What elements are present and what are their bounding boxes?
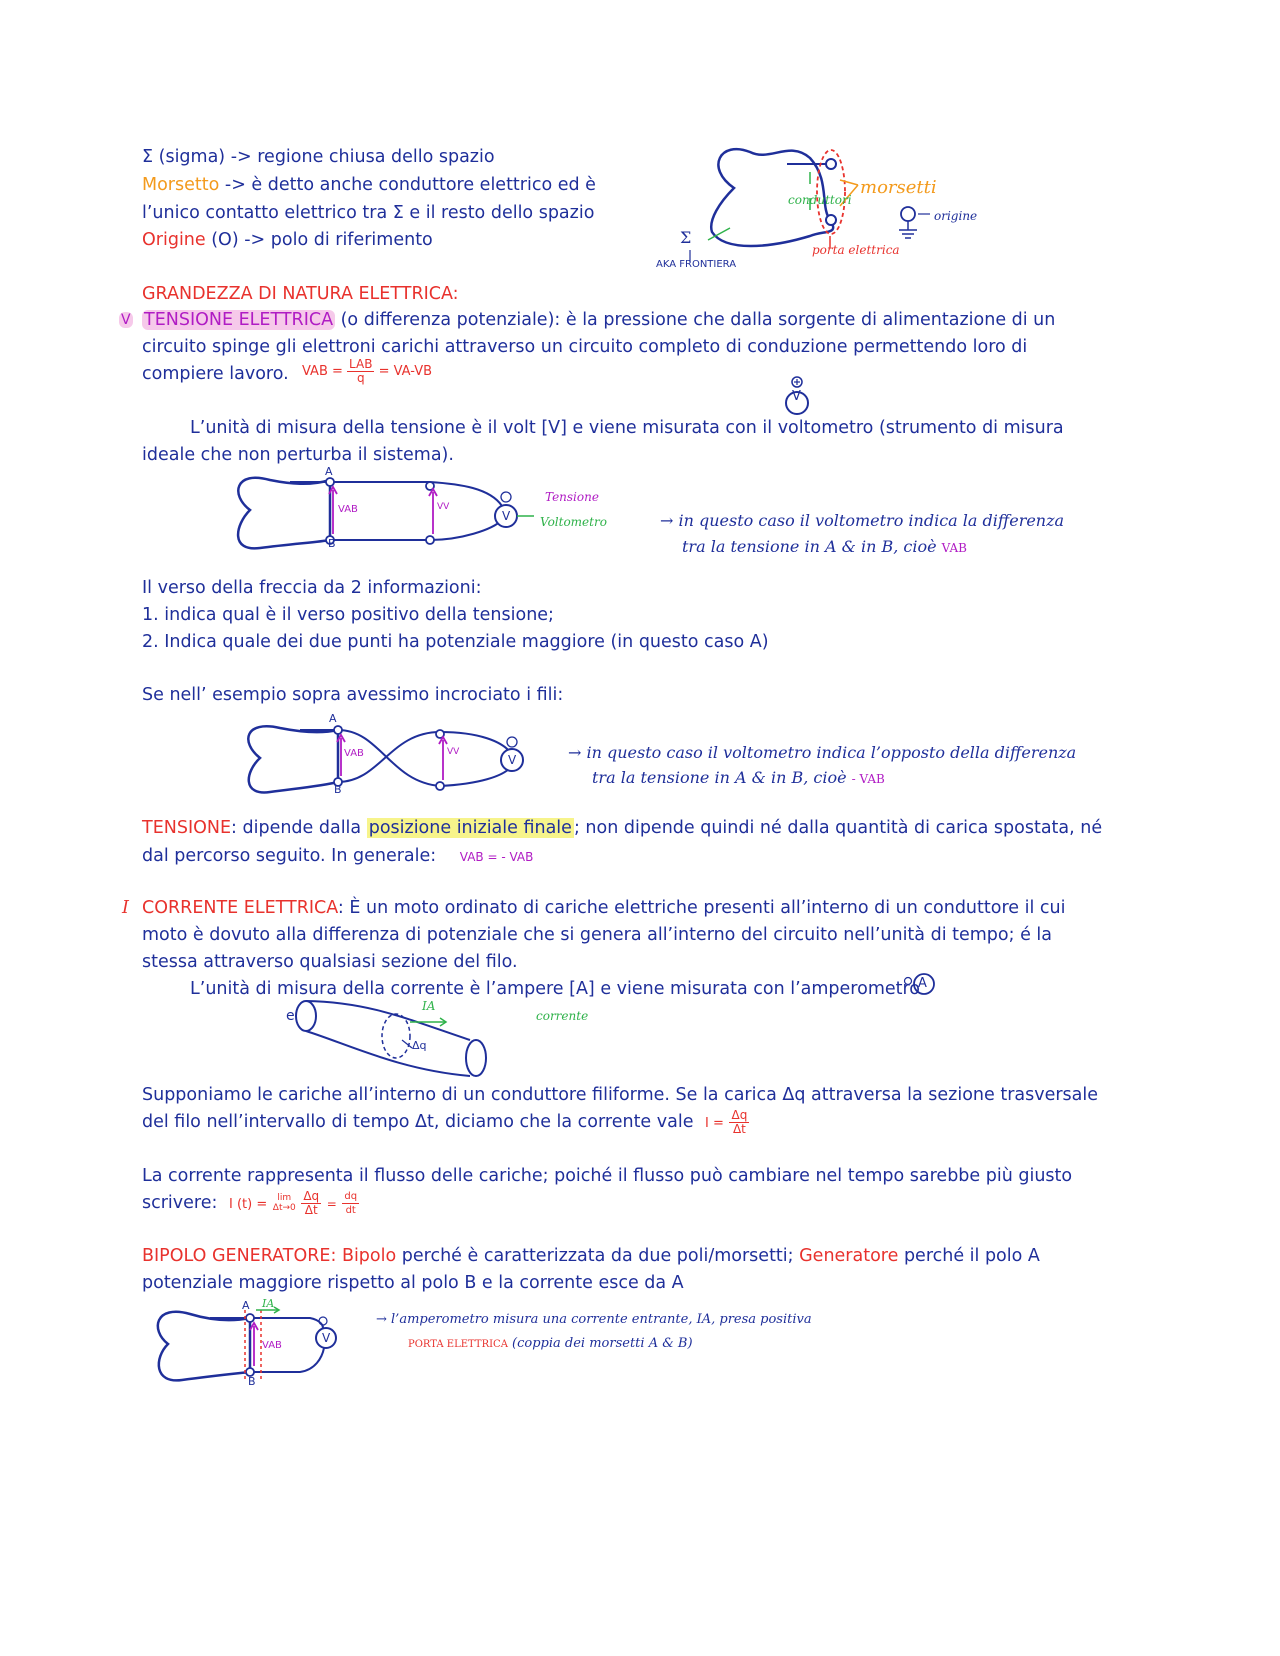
tensione-definition-line2: circuito spinge gli elettroni carichi attraverso un circuito completo di conduzione permettendo loro di [142,337,1028,357]
freccia-item-1: 1. indica qual è il verso positivo della tensione; [142,605,554,625]
diagram3-vv-label: VV [447,747,460,757]
corrente-definition-line3: stessa attraverso qualsiasi sezione del filo. [142,952,518,972]
grandezza-heading: GRANDEZZA DI NATURA ELETTRICA: [142,284,459,304]
origine-definition: Origine (O) -> polo di riferimento [142,230,433,250]
tensione-definition-line3: compiere lavoro. [142,364,289,384]
crossed-wires-diagram [240,720,530,800]
diagram2-vab-label: VAB [338,504,358,515]
volt-unit-line1: L’unità di misura della tensione è il volt [V] e viene misurata con il voltometro (strumento di misura [190,418,1064,438]
porta-elettrica-label: porta elettrica [812,243,900,257]
corrente-marker: I [122,898,129,918]
aka-frontiera-label: AKA FRONTIERA [656,259,737,270]
freccia-item-2: 2. Indica quale dei due punti ha potenziale maggiore (in questo caso A) [142,632,769,652]
diagram2-label-b: B [328,537,336,550]
diagram3-note-line1: → in questo caso il voltometro indica l’opposto della differenza [568,743,1077,762]
sigma-symbol: Σ [680,228,692,247]
origine-label: origine [934,209,978,223]
bipolo-definition: BIPOLO GENERATORE: Bipolo perché è caratterizzata da due poli/morsetti; Generatore perché il polo A [142,1246,1040,1266]
bipolo-note-line1: → l’amperometro misura una corrente entrante, IA, presa positiva [376,1312,812,1327]
diagram3-meter-letter: V [508,753,517,767]
diagram3-note-line2: tra la tensione in A & in B, cioè - VAB [592,768,885,787]
diagram2-vv-label: VV [437,502,450,512]
tensione-rule: TENSIONE: dipende dalla posizione iniziale finale ; non dipende quindi né dalla quantità di carica spostata, né [142,818,1103,838]
tensione-marker: V [121,312,131,328]
conduttori-label: conduttori [788,193,852,207]
voltometro-label: Voltometro [540,515,607,529]
flusso-formula: I (t) = lim Δt→0 $\frac{\Delta q}{\Delta t}$ = $\frac{dq}{dt}$ [228,1188,358,1217]
voltmeter-circuit-diagram [230,470,530,560]
supponiamo-line2: del filo nell’intervallo di tempo Δt, diciamo che la corrente vale I = $\frac{\Delta q}{\Delta t}$ [142,1107,748,1136]
delta-q-label: Δq [412,1039,427,1052]
current-formula: I = $\frac{\Delta q}{\Delta t}$ [705,1107,748,1136]
morsetto-definition-line2: l’unico contatto elettrico tra Σ e il resto dello spazio [142,203,595,223]
tensione-definition: TENSIONE ELETTRICA (o differenza potenziale): è la pressione che dalla sorgente di alimentazione di un [144,310,1056,330]
bipolo-vab-label: VAB [262,1340,282,1351]
bipolo-note-line2: PORTA ELETTRICA (coppia dei morsetti A & B) [408,1336,693,1351]
bipolo-label-b: B [248,1375,256,1388]
corrente-label: corrente [536,1009,589,1023]
diagram2-note-line1: → in questo caso il voltometro indica la differenza [660,511,1065,530]
incrociato-intro: Se nell’ esempio sopra avessimo incrociato i fili: [142,685,564,705]
diagram3-label-b: B [334,783,342,796]
voltmeter-symbol-letter: V [792,389,801,404]
flusso-line1: La corrente rappresenta il flusso delle cariche; poiché il flusso può cambiare nel tempo sarebbe più giusto [142,1166,1073,1186]
sigma-definition: Σ (sigma) -> regione chiusa dello spazio [142,147,495,167]
ammeter-symbol-letter: A [918,976,927,991]
ampere-unit-line: L’unità di misura della corrente è l’ampere [A] e viene misurata con l’amperometro [190,979,921,999]
bipolo-label-a: A [242,1299,250,1312]
tensione-formula: VAB = $\frac{\text{LAB}}{q}$ = VA-VB [302,357,433,385]
corrente-definition: CORRENTE ELETTRICA: È un moto ordinato di cariche elettriche presenti all’interno di un conduttore il cui [142,898,1066,918]
bipolo-definition-line2: potenziale maggiore rispetto al polo B e la corrente esce da A [142,1273,684,1293]
diagram2-meter-letter: V [502,509,511,523]
diagram2-note-line2: tra la tensione in A & in B, cioè VAB [682,537,967,556]
ia-label: IA [422,999,436,1013]
conductor-tube-diagram [290,1000,500,1084]
morsetti-label: morsetti [860,177,937,198]
supponiamo-line1: Supponiamo le cariche all’interno di un conduttore filiforme. Se la carica Δq attraversa la sezione trasversale [142,1085,1099,1105]
diagram2-label-a: A [325,465,333,478]
diagram3-vab-label: VAB [344,748,364,759]
electron-label: e [286,1008,295,1024]
flusso-line2: scrivere: I (t) = lim Δt→0 $\frac{\Delta q}{\Delta t}$ = $\frac{dq}{dt}$ [142,1188,358,1217]
freccia-intro: Il verso della freccia da 2 informazioni: [142,578,482,598]
tensione-rule-line2: dal percorso seguito. In generale: VAB = - VAB [142,846,534,866]
tensione-label: Tensione [545,490,599,504]
diagram3-label-a: A [329,712,337,725]
bipolo-ia-label: IA [262,1297,275,1310]
bipolo-meter-letter: V [322,1331,331,1345]
corrente-definition-line2: moto è dovuto alla differenza di potenziale che si genera all’interno del circuito nell’unità di tempo; é la [142,925,1052,945]
morsetto-definition: Morsetto -> è detto anche conduttore elettrico ed è [142,175,596,195]
volt-unit-line2: ideale che non perturba il sistema). [142,445,454,465]
